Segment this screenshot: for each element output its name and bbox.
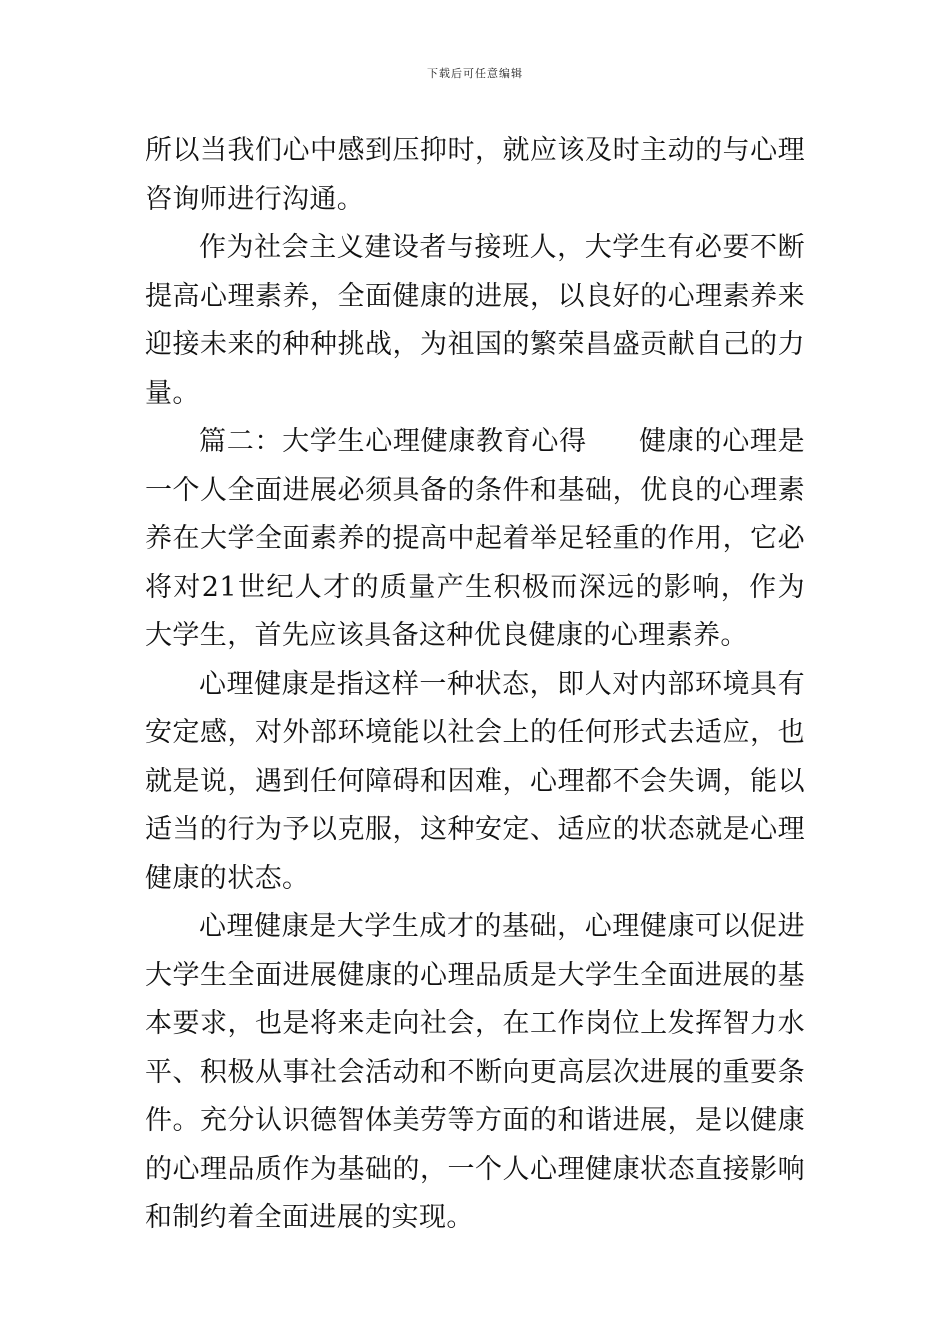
paragraph-1: 所以当我们心中感到压抑时，就应该及时主动的与心理咨询师进行沟通。 (145, 135, 805, 215)
document-body (145, 127, 805, 1243)
section-title: 篇二：大学生心理健康教育心得 (199, 426, 587, 457)
paragraph-3 (145, 418, 805, 661)
paragraph-2: 作为社会主义建设者与接班人，大学生有必要不断提高心理素养，全面健康的进展，以良好的心理素养来迎接未来的种种挑战，为祖国的繁荣昌盛贡献自己的力量。 (145, 232, 805, 409)
paragraph-5: 心理健康是大学生成才的基础，心理健康可以促进大学生全面进展健康的心理品质是大学生全面进展的基本要求，也是将来走向社会，在工作岗位上发挥智力水平、积极从事社会活动和不断向更高层次进展的重要条件。充分认识德智体美劳等方面的和谐进展，是以健康的心理品质作为基础的，一个人心理健康状态直接影响和制约着全面进展的实现。 (145, 911, 805, 1233)
page-header: 下载后可任意编辑 (427, 67, 523, 80)
paragraph-4: 心理健康是指这样一种状态，即人对内部环境具有安定感，对外部环境能以社会上的任何形式去适应，也就是说，遇到任何障碍和因难，心理都不会失调，能以适当的行为予以克服，这种安定、适应的状态就是心理健康的状态。 (145, 668, 805, 894)
paragraph-3-text: 健康的心理是一个人全面进展必须具备的条件和基础，优良的心理素养在大学全面素养的提高中起着举足轻重的作用，它必将对21世纪人才的质量产生积极而深远的影响，作为大学生，首先应该具备这种优良健康的心理素养。 (145, 426, 805, 651)
